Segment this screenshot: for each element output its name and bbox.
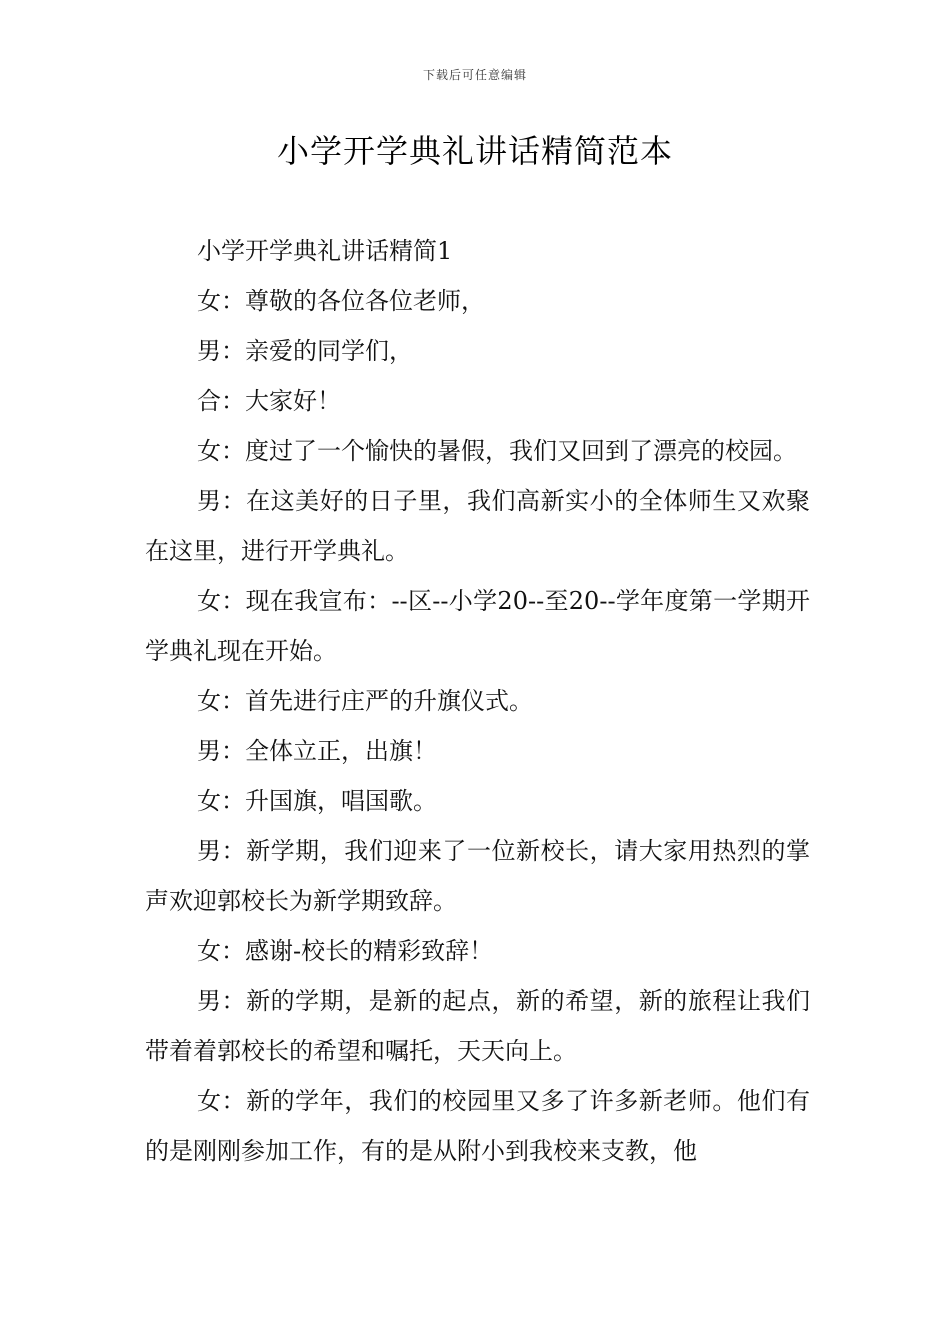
paragraph: 小学开学典礼讲话精简1 — [197, 237, 453, 265]
paragraph: 合：大家好！ — [197, 387, 341, 415]
paragraph: 女：现在我宣布：--区--小学20--至20--学年度第一学期开学典礼现在开始。 — [145, 587, 810, 665]
paragraph: 女：新的学年，我们的校园里又多了许多新老师。他们有的是刚刚参加工作，有的是从附小到我校来支教，他 — [145, 1087, 810, 1165]
paragraph: 男：全体立正，出旗！ — [197, 737, 437, 765]
paragraph: 女：首先进行庄严的升旗仪式。 — [197, 687, 533, 715]
document-body — [145, 226, 810, 1176]
paragraph: 男：新学期，我们迎来了一位新校长，请大家用热烈的掌声欢迎郭校长为新学期致辞。 — [145, 837, 810, 915]
header-note: 下载后可任意编辑 — [422, 68, 527, 82]
paragraph: 女：尊敬的各位各位老师， — [197, 287, 485, 315]
paragraph: 女：升国旗，唱国歌。 — [197, 787, 437, 815]
paragraph: 男：亲爱的同学们， — [197, 337, 413, 365]
paragraph: 女：度过了一个愉快的暑假，我们又回到了漂亮的校园。 — [197, 437, 797, 465]
document-title: 小学开学典礼讲话精简范本 — [276, 132, 673, 170]
paragraph: 男：新的学期，是新的起点，新的希望，新的旅程让我们带着着郭校长的希望和嘱托，天天向上。 — [145, 987, 810, 1065]
paragraph: 女：感谢-校长的精彩致辞！ — [197, 937, 494, 965]
paragraph: 男：在这美好的日子里，我们高新实小的全体师生又欢聚在这里，进行开学典礼。 — [145, 487, 810, 565]
